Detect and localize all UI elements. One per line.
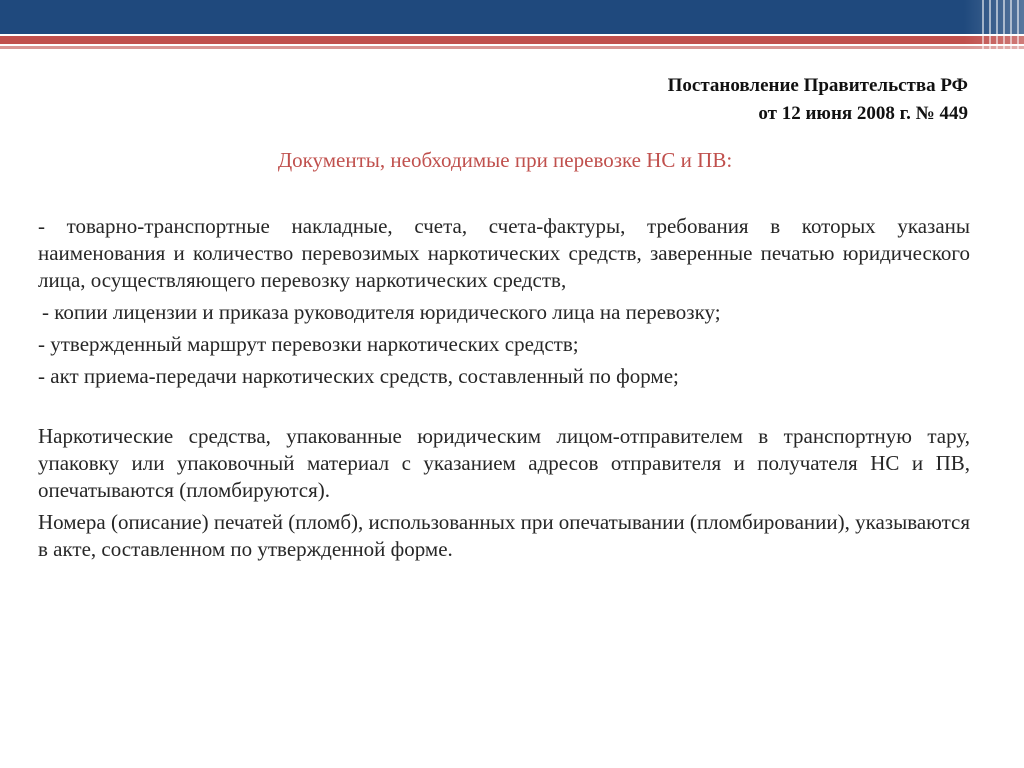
document-reference-line2: от 12 июня 2008 г. № 449 [758,103,968,124]
header-stripes [982,0,1024,49]
spacer [38,395,970,423]
document-reference-line1: Постановление Правительства РФ [667,75,968,96]
slide-subtitle: Документы, необходимые при перевозке НС и ПВ: [277,148,733,172]
list-item-license-copies: - копии лицензии и приказа руководителя юридического лица на перевозку; [42,300,721,324]
paragraph-packaging: Наркотические средства, упакованные юридическим лицом-отправителем в транспортную тару, упаковку или упаковочный материал с указанием адресов отправителя и получателя НС и ПВ, опечатываются (пломбируются). [38,424,970,502]
list-item-waybills: - товарно-транспортные накладные, счета, счета-фактуры, требования в которых указаны наименования и количество перевозимых наркотических средств, заверенные печатью юридического лица, осуществляющего перевозку наркотических средств, [38,214,970,292]
list-item-transfer-act: - акт приема-передачи наркотических средств, составленный по форме; [38,364,679,388]
paragraph-seal-numbers: Номера (описание) печатей (пломб), использованных при опечатывании (пломбировании), указываются в акте, составленном по утвержденной форме. [38,510,970,561]
slide-content [38,213,970,568]
document-reference [668,72,968,128]
list-item-approved-route: - утвержденный маршрут перевозки наркотических средств; [38,332,579,356]
header-band-red [0,36,1024,44]
header-band-red-thin [0,46,1024,49]
header-band-blue [0,0,1024,34]
